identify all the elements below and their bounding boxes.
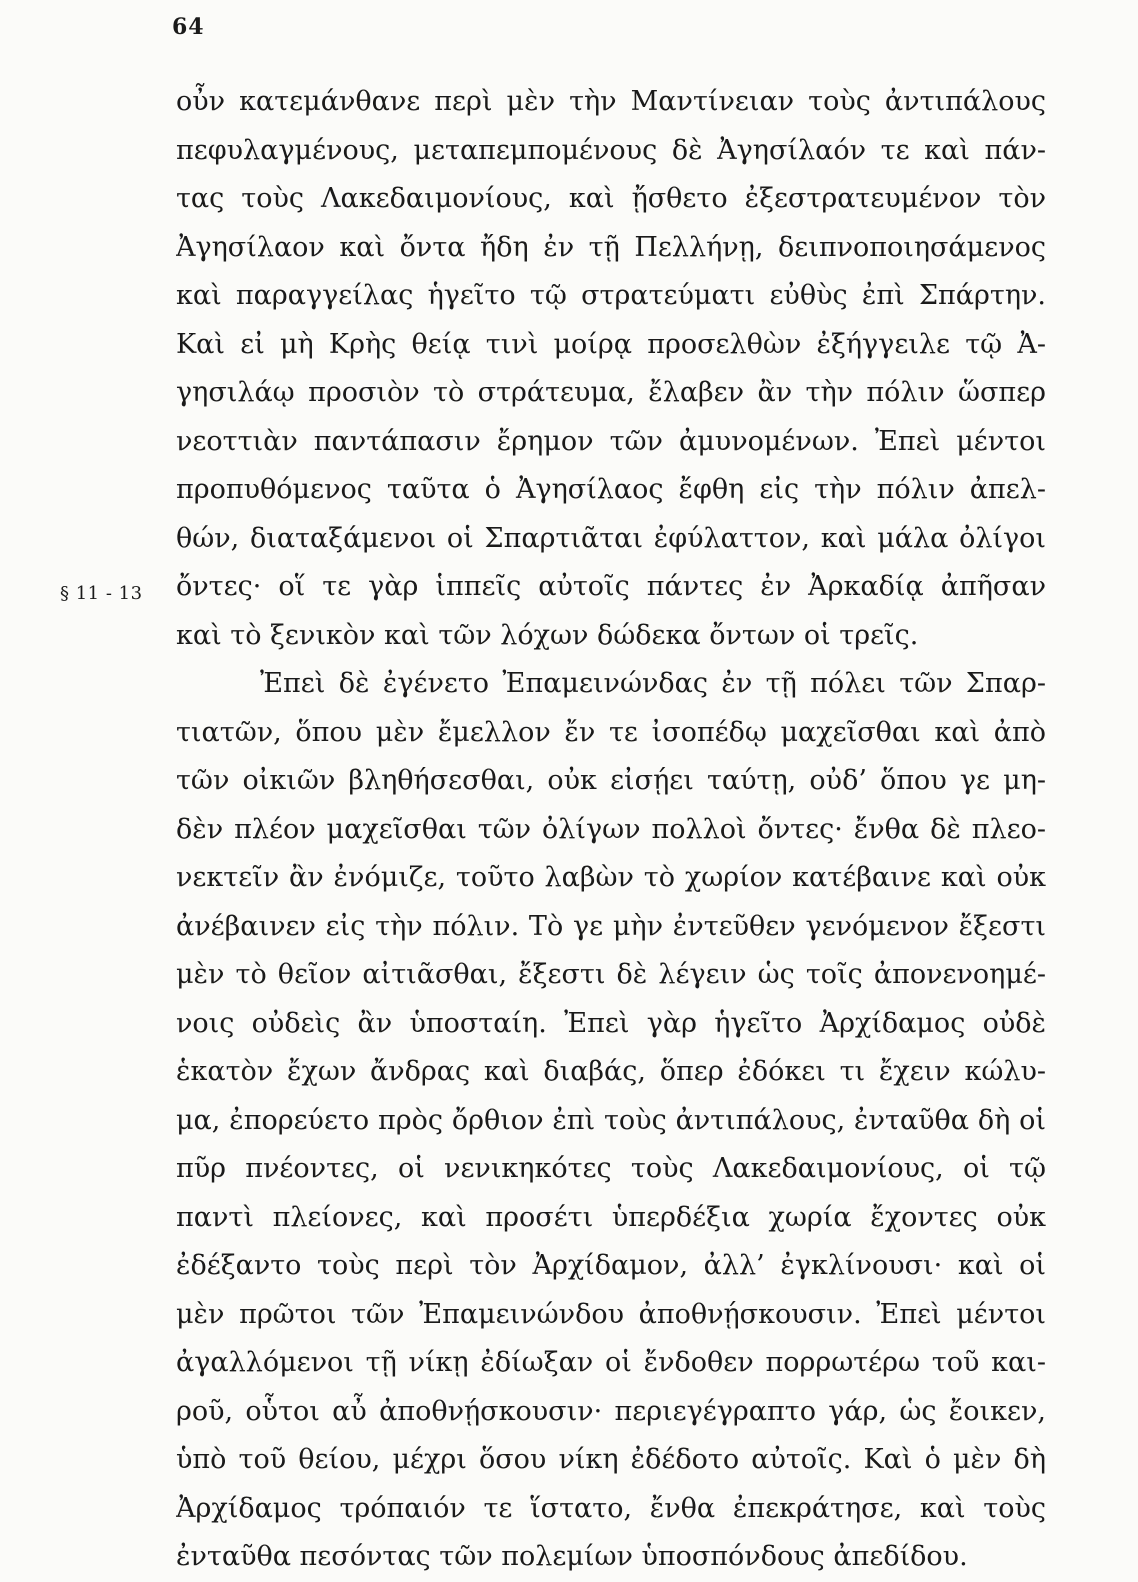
text-line: ἀγαλλόμενοι τῇ νίκῃ ἐδίωξαν οἱ ἔνδοθεν πορρωτέρω τοῦ και- [176, 1347, 1046, 1378]
text-line: τῶν οἰκιῶν βληθήσεσθαι, οὐκ εἰσῄει ταύτῃ, οὐδ’ ὅπου γε μη- [176, 765, 1046, 796]
text-line: Ἀρχίδαμος τρόπαιόν τε ἵστατο, ἔνθα ἐπεκράτησε, καὶ τοὺς [176, 1492, 1046, 1524]
text-line: ἐδέξαντο τοὺς περὶ τὸν Ἀρχίδαμον, ἀλλ’ ἐγκλίνουσι· καὶ οἱ [176, 1250, 1046, 1281]
text-line: ὄντες· οἵ τε γὰρ ἱππεῖς αὐτοῖς πάντες ἐν Ἀρκαδίᾳ ἀπῆσαν [176, 571, 1046, 602]
text-line: ἀνέβαινεν εἰς τὴν πόλιν. Τὸ γε μὴν ἐντεῦθεν γενόμενον ἔξεστι [176, 910, 1046, 942]
section-reference: § 11 - 13 [60, 583, 143, 604]
text-line: ἐνταῦθα πεσόντας τῶν πολεμίων ὑποσπόνδους ἀπεδίδου. [176, 1541, 968, 1572]
text-line: Ἐπεὶ δὲ ἐγένετο Ἐπαμεινώνδας ἐν τῇ πόλει τῶν Σπαρ- [260, 668, 1046, 699]
text-line: καὶ παραγγείλας ἡγεῖτο τῷ στρατεύματι εὐθὺς ἐπὶ Σπάρτην. [176, 280, 1046, 311]
text-line: νεκτεῖν ἂν ἐνόμιζε, τοῦτο λαβὼν τὸ χωρίον κατέβαινε καὶ οὐκ [176, 862, 1046, 893]
text-line: παντὶ πλείονες, καὶ προσέτι ὑπερδέξια χωρία ἔχοντες οὐκ [176, 1201, 1046, 1233]
text-line: δὲν πλέον μαχεῖσθαι τῶν ὀλίγων πολλοὶ ὄντες· ἔνθα δὲ πλεο- [176, 813, 1046, 845]
text-line: Ἀγησίλαον καὶ ὄντα ἤδη ἐν τῇ Πελλήνῃ, δειπνοποιησάμενος [176, 231, 1046, 263]
text-line: οὖν κατεμάνθανε περὶ μὲν τὴν Μαντίνειαν τοὺς ἀντιπάλους [176, 86, 1046, 117]
text-line: καὶ τὸ ξενικὸν καὶ τῶν λόχων δώδεκα ὄντων οἱ τρεῖς. [176, 619, 919, 651]
body-text [176, 78, 1046, 1582]
text-line: μα, ἐπορεύετο πρὸς ὄρθιον ἐπὶ τοὺς ἀντιπάλους, ἐνταῦθα δὴ οἱ [176, 1104, 1046, 1136]
text-line: τας τοὺς Λακεδαιμονίους, καὶ ᾔσθετο ἐξεστρατευμένον τὸν [176, 183, 1046, 214]
text-line: γησιλάῳ προσιὸν τὸ στράτευμα, ἔλαβεν ἂν τὴν πόλιν ὥσπερ [176, 377, 1046, 408]
text-line: Καὶ εἰ μὴ Κρὴς θείᾳ τινὶ μοίρᾳ προσελθὼν ἐξήγγειλε τῷ Ἀ- [176, 328, 1046, 360]
text-line: μὲν πρῶτοι τῶν Ἐπαμεινώνδου ἀποθνῄσκουσιν. Ἐπεὶ μέντοι [176, 1298, 1046, 1330]
text-line: ὑπὸ τοῦ θείου, μέχρι ὅσου νίκη ἐδέδοτο αὐτοῖς. Καὶ ὁ μὲν δὴ [176, 1444, 1046, 1475]
text-line: μὲν τὸ θεῖον αἰτιᾶσθαι, ἔξεστι δὲ λέγειν ὡς τοῖς ἀπονενοημέ- [176, 959, 1046, 990]
page-number: 64 [172, 14, 205, 40]
text-line: ροῦ, οὗτοι αὖ ἀποθνῄσκουσιν· περιεγέγραπτο γάρ, ὡς ἔοικεν, [176, 1395, 1046, 1427]
text-line: προπυθόμενος ταῦτα ὁ Ἀγησίλαος ἔφθη εἰς τὴν πόλιν ἀπελ- [176, 474, 1046, 505]
text-line: νοις οὐδεὶς ἂν ὑποσταίη. Ἐπεὶ γὰρ ἡγεῖτο Ἀρχίδαμος οὐδὲ [176, 1007, 1046, 1039]
text-line: πῦρ πνέοντες, οἱ νενικηκότες τοὺς Λακεδαιμονίους, οἱ τῷ [176, 1153, 1046, 1184]
text-line: τιατῶν, ὅπου μὲν ἔμελλον ἔν τε ἰσοπέδῳ μαχεῖσθαι καὶ ἀπὸ [176, 716, 1046, 748]
text-line: νεοττιὰν παντάπασιν ἔρημον τῶν ἀμυνομένων. Ἐπεὶ μέντοι [176, 425, 1046, 457]
text-line: ἑκατὸν ἔχων ἄνδρας καὶ διαβάς, ὅπερ ἐδόκει τι ἔχειν κώλυ- [176, 1056, 1046, 1087]
text-line: πεφυλαγμένους, μεταπεμπομένους δὲ Ἀγησίλαόν τε καὶ πάν- [176, 134, 1046, 166]
text-line: θών, διαταξάμενοι οἱ Σπαρτιᾶται ἐφύλαττον, καὶ μάλα ὀλίγοι [176, 522, 1046, 554]
